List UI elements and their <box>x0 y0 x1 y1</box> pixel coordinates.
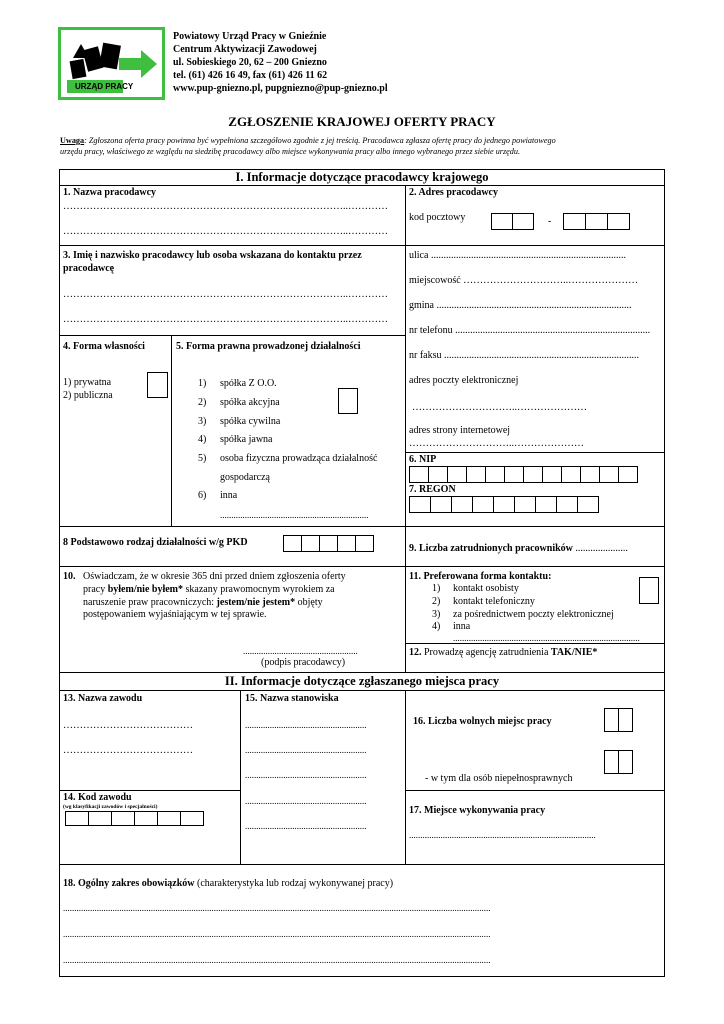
field10-l2a: pracy <box>83 584 108 595</box>
field16-sub: - w tym dla osób niepełnosprawnych <box>425 773 573 784</box>
note-line1: : Zgłoszona oferta pracy powinna być wypełniona szczegółowo zgodnie z jej treścią. Pracodawca zgłasza ofertę pracy do jednego powiatowego <box>84 136 556 145</box>
field5-opt4-num: 4) <box>198 434 207 445</box>
field10-line1: Oświadczam, że w okresie 365 dni przed dniem zgłoszenia oferty <box>83 571 346 582</box>
field11-other-line[interactable]: ................................................................................... <box>453 633 640 643</box>
phone-dots[interactable]: .............................................................................. <box>455 325 651 336</box>
field2-label: 2. Adres pracodawcy <box>409 187 498 198</box>
field10-line2 <box>83 584 335 596</box>
field13-label: 13. Nazwa zawodu <box>63 693 143 704</box>
field1-label: 1. Nazwa pracodawcy <box>63 187 157 198</box>
org-web: www.pup-gniezno.pl, pupgniezno@pup-gniezno.pl <box>173 83 388 94</box>
field10-line3 <box>83 597 323 609</box>
field5-other-line[interactable]: .................................................................. <box>220 510 369 520</box>
field18-line1[interactable]: .............................................................................................................................................................................................. <box>63 903 491 913</box>
field1-line2[interactable]: …………………………………………………………………………..………… <box>63 226 388 237</box>
field5-opt5-cont: gospodarczą <box>220 472 270 483</box>
org-phone: tel. (61) 426 16 49, fax (61) 426 11 62 <box>173 70 328 81</box>
logo-text: URZĄD PRACY <box>75 82 134 91</box>
phone-text: nr telefonu <box>409 325 453 336</box>
field12-num: 12. <box>409 647 422 658</box>
field10-l3c: objęty <box>295 597 323 608</box>
org-dept: Centrum Aktywizacji Zawodowej <box>173 44 317 55</box>
city-text: miejscowość <box>409 275 461 286</box>
field5-label: 5. Forma prawna prowadzonej działalności <box>176 341 361 352</box>
nip-input[interactable] <box>409 466 637 483</box>
field3-line1[interactable]: …………………………………………………………………………..………… <box>63 289 388 300</box>
field3-line2[interactable]: …………………………………………………………………………..………… <box>63 314 388 325</box>
occupation-code-input[interactable] <box>65 811 203 826</box>
vacancies-disabled-input[interactable] <box>604 750 632 774</box>
note-label: Uwaga <box>60 136 85 145</box>
field11-label: 11. Preferowana forma kontaktu: <box>409 571 552 582</box>
postal-code-part1[interactable] <box>491 213 533 230</box>
logo <box>58 27 165 100</box>
field15-line4[interactable]: ...................................................... <box>245 796 367 806</box>
postal-code-part2[interactable] <box>563 213 629 230</box>
field18-title: 18. Ogólny zakres obowiązków <box>63 878 195 889</box>
field18-sub: (charakterystyka lub rodzaj wykonywanej pracy) <box>194 878 394 889</box>
commune-dots[interactable]: .............................................................................. <box>436 300 632 311</box>
phone-label <box>409 325 650 337</box>
street-dots[interactable]: .............................................................................. <box>430 250 626 261</box>
www-line[interactable]: …………………………..………………… <box>409 438 584 449</box>
signature-line[interactable]: ................................................... <box>243 646 358 656</box>
nip-label: 6. NIP <box>409 454 437 465</box>
field13-line1[interactable]: ………………………………… <box>63 720 193 731</box>
field5-opt5: osoba fizyczna prowadząca działalność <box>220 453 378 464</box>
regon-label: 7. REGON <box>409 484 456 495</box>
field11-opt3: za pośrednictwem poczty elektronicznej <box>453 609 614 620</box>
section2-title: II. Informacje dotyczące zgłaszanego miejsca pracy <box>224 674 500 688</box>
field4-opt1: 1) prywatna <box>63 377 112 388</box>
city-label <box>409 275 638 287</box>
field11-opt4-num: 4) <box>432 621 441 632</box>
field4-choice-box[interactable] <box>147 372 168 398</box>
field8-label: 8 Podstawowo rodzaj działalności w/g PKD <box>63 537 248 548</box>
field15-line5[interactable]: ...................................................... <box>245 821 367 831</box>
field12-text: Prowadzę agencję zatrudnienia <box>421 647 551 658</box>
field15-line3[interactable]: ...................................................... <box>245 770 367 780</box>
field10-line4: postępowaniem wyjaśniającym w tej sprawie. <box>83 609 267 620</box>
fax-label <box>409 350 639 362</box>
city-dots[interactable]: …………………………..………………… <box>463 275 639 286</box>
field14-label: 14. Kod zawodu <box>63 792 132 803</box>
field11-opt2: kontakt telefoniczny <box>453 596 535 607</box>
field11-choice-box[interactable] <box>639 577 659 604</box>
email-label: adres poczty elektronicznej <box>409 375 519 386</box>
signature-caption: (podpis pracodawcy) <box>261 657 346 668</box>
field15-line1[interactable]: ...................................................... <box>245 720 367 730</box>
field5-opt3: spółka cywilna <box>220 416 281 427</box>
field9-dots[interactable]: ..................... <box>575 543 628 554</box>
www-label: adres strony internetowej <box>409 425 511 436</box>
field18-label <box>63 878 393 890</box>
field3-label-1: 3. Imię i nazwisko pracodawcy lub osoba wskazana do kontaktu przez <box>63 250 362 261</box>
field16-label: 16. Liczba wolnych miejsc pracy <box>413 716 552 727</box>
field12-label <box>409 647 597 659</box>
pkd-input[interactable] <box>283 535 373 552</box>
fax-dots[interactable]: .............................................................................. <box>444 350 639 361</box>
field17-label: 17. Miejsce wykonywania pracy <box>409 805 546 816</box>
field4-label: 4. Forma własności <box>63 341 145 352</box>
field5-choice-box[interactable] <box>338 388 358 414</box>
field11-opt4: inna <box>453 621 471 632</box>
note-line2: urzędu pracy, właściwego ze względu na siedzibę pracodawcy albo miejsce wykonywania pracy albo innego wybranego przez siebie urzędu. <box>60 147 521 156</box>
field11-opt3-num: 3) <box>432 609 441 620</box>
field5-opt3-num: 3) <box>198 416 207 427</box>
commune-label <box>409 300 632 312</box>
field5-opt4: spółka jawna <box>220 434 273 445</box>
section1-title: I. Informacje dotyczące pracodawcy krajowego <box>235 170 489 184</box>
field10-l2b: byłem/nie byłem* <box>107 584 183 595</box>
street-text: ulica <box>409 250 429 261</box>
postal-code-label: kod pocztowy <box>409 212 466 223</box>
field5-opt2: spółka akcyjna <box>220 397 280 408</box>
postal-code-dash: - <box>548 216 552 227</box>
field11-opt2-num: 2) <box>432 596 441 607</box>
field15-line2[interactable]: ...................................................... <box>245 745 367 755</box>
field9-label <box>409 543 628 555</box>
field13-line2[interactable]: ………………………………… <box>63 745 193 756</box>
field5-opt2-num: 2) <box>198 397 207 408</box>
field5-opt1: spółka Z O.O. <box>220 378 277 389</box>
field11-opt1-num: 1) <box>432 583 441 594</box>
field10-l2c: skazany prawomocnym wyrokiem za <box>183 584 335 595</box>
field4-opt2: 2) publiczna <box>63 390 113 401</box>
note <box>60 136 556 145</box>
field9-text: 9. Liczba zatrudnionych pracowników <box>409 543 573 554</box>
field5-opt6-num: 6) <box>198 490 207 501</box>
field3-label-2: pracodawcę <box>63 263 115 274</box>
street-label <box>409 250 626 262</box>
field18-line2[interactable]: .............................................................................................................................................................................................. <box>63 929 491 939</box>
field5-opt5-num: 5) <box>198 453 207 464</box>
field18-line3[interactable]: .............................................................................................................................................................................................. <box>63 955 491 965</box>
email-line[interactable]: …………………………..………………… <box>412 402 587 413</box>
vacancies-input[interactable] <box>604 708 632 732</box>
org-name: Powiatowy Urząd Pracy w Gnieźnie <box>173 31 327 42</box>
page-title: ZGŁOSZENIE KRAJOWEJ OFERTY PRACY <box>228 114 496 129</box>
field12-choice[interactable]: TAK/NIE* <box>550 647 598 658</box>
field1-line1[interactable]: …………………………………………………………………………..………… <box>63 201 388 212</box>
commune-text: gmina <box>409 300 434 311</box>
field11-opt1: kontakt osobisty <box>453 583 519 594</box>
field10-num: 10. <box>63 571 76 582</box>
field5-opt1-num: 1) <box>198 378 207 389</box>
field17-line[interactable]: ................................................................................... <box>409 830 596 840</box>
field5-opt6: inna <box>220 490 238 501</box>
field14-sub: (wg klasyfikacji zawodów i specjalności) <box>63 804 158 810</box>
field15-label: 15. Nazwa stanowiska <box>245 693 339 704</box>
field10-l3b: jestem/nie jestem* <box>216 597 296 608</box>
field10-l3a: naruszenie praw pracowniczych: <box>83 597 217 608</box>
org-address: ul. Sobieskiego 20, 62 – 200 Gniezno <box>173 57 327 68</box>
fax-text: nr faksu <box>409 350 442 361</box>
regon-input[interactable] <box>409 496 598 513</box>
